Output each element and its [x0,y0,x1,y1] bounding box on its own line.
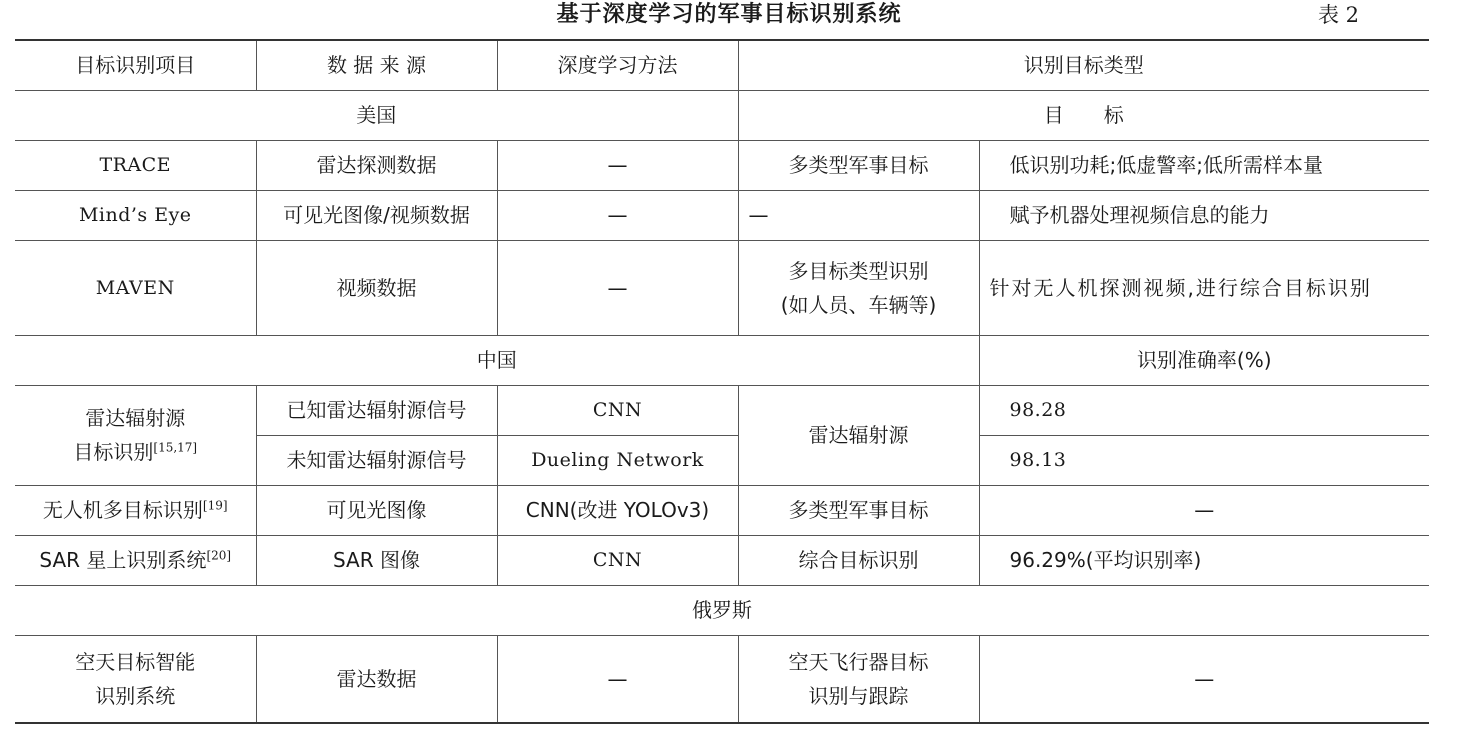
section-row-china [15,335,1429,385]
type-line: (如人员、车辆等) [780,292,937,317]
method-cell: — [497,240,738,335]
type-cell [738,635,979,723]
type-line: 多目标类型识别 [788,258,929,283]
header-row [15,40,1429,90]
project-cell [15,535,256,585]
accuracy-cell: 98.13 [979,435,1429,485]
method-cell: CNN [497,385,738,435]
header-source: 数 据 来 源 [256,40,497,90]
method-cell: — [497,140,738,190]
accuracy-cell: 98.28 [979,385,1429,435]
method-cell: CNN [497,535,738,585]
method-cell: — [497,190,738,240]
project-cell: Mind’s Eye [15,190,256,240]
project-cell [15,485,256,535]
table-row [15,140,1429,190]
reference-mark: [20] [206,548,232,563]
project-text: 无人机多目标识别 [42,498,203,522]
project-cell: MAVEN [15,240,256,335]
table-row [15,385,1429,435]
method-cell: Dueling Network [497,435,738,485]
target-cell: 赋予机器处理视频信息的能力 [979,190,1429,240]
section-usa-target: 目 标 [738,90,1429,140]
data-table [15,39,1429,724]
header-project: 目标识别项目 [15,40,256,90]
table-row [15,635,1429,723]
type-cell: 雷达辐射源 [738,385,979,485]
project-text: SAR 星上识别系统 [39,548,207,572]
method-cell: CNN(改进 YOLOv3) [497,485,738,535]
table-row [15,535,1429,585]
header-target-type: 识别目标类型 [738,40,1429,90]
section-china-accuracy: 识别准确率(%) [979,335,1429,385]
table-row [15,190,1429,240]
accuracy-cell: — [979,635,1429,723]
type-cell: — [738,190,979,240]
source-cell: 已知雷达辐射源信号 [256,385,497,435]
accuracy-cell: — [979,485,1429,535]
project-line: 雷达辐射源 [85,406,186,430]
type-line: 空天飞行器目标 [788,649,929,674]
section-row-usa [15,90,1429,140]
reference-mark: [19] [202,498,228,513]
type-cell: 多类型军事目标 [738,485,979,535]
section-china: 中国 [15,335,979,385]
table-row [15,240,1429,335]
section-row-russia [15,585,1429,635]
project-line: 目标识别 [73,440,154,464]
type-cell [738,240,979,335]
project-cell [15,385,256,485]
source-cell: 雷达数据 [256,635,497,723]
project-cell: TRACE [15,140,256,190]
source-cell: 可见光图像 [256,485,497,535]
project-cell [15,635,256,723]
source-cell: 未知雷达辐射源信号 [256,435,497,485]
accuracy-cell: 96.29%(平均识别率) [979,535,1429,585]
type-cell: 多类型军事目标 [738,140,979,190]
table-row [15,485,1429,535]
target-cell: 针对无人机探测视频,进行综合目标识别 [979,240,1429,335]
section-usa: 美国 [15,90,738,140]
source-cell: 可见光图像/视频数据 [256,190,497,240]
project-line: 空天目标智能 [75,649,196,674]
header-method: 深度学习方法 [497,40,738,90]
source-cell: SAR 图像 [256,535,497,585]
table-number: 表 2 [1318,3,1360,27]
table-title: 基于深度学习的军事目标识别系统 [556,2,902,27]
target-cell: 低识别功耗;低虚警率;低所需样本量 [979,140,1429,190]
method-cell: — [497,635,738,723]
type-cell: 综合目标识别 [738,535,979,585]
type-line: 识别与跟踪 [808,683,909,708]
section-russia: 俄罗斯 [15,585,1429,635]
reference-mark: [15,17] [153,440,198,455]
source-cell: 视频数据 [256,240,497,335]
project-line: 识别系统 [95,683,176,708]
source-cell: 雷达探测数据 [256,140,497,190]
